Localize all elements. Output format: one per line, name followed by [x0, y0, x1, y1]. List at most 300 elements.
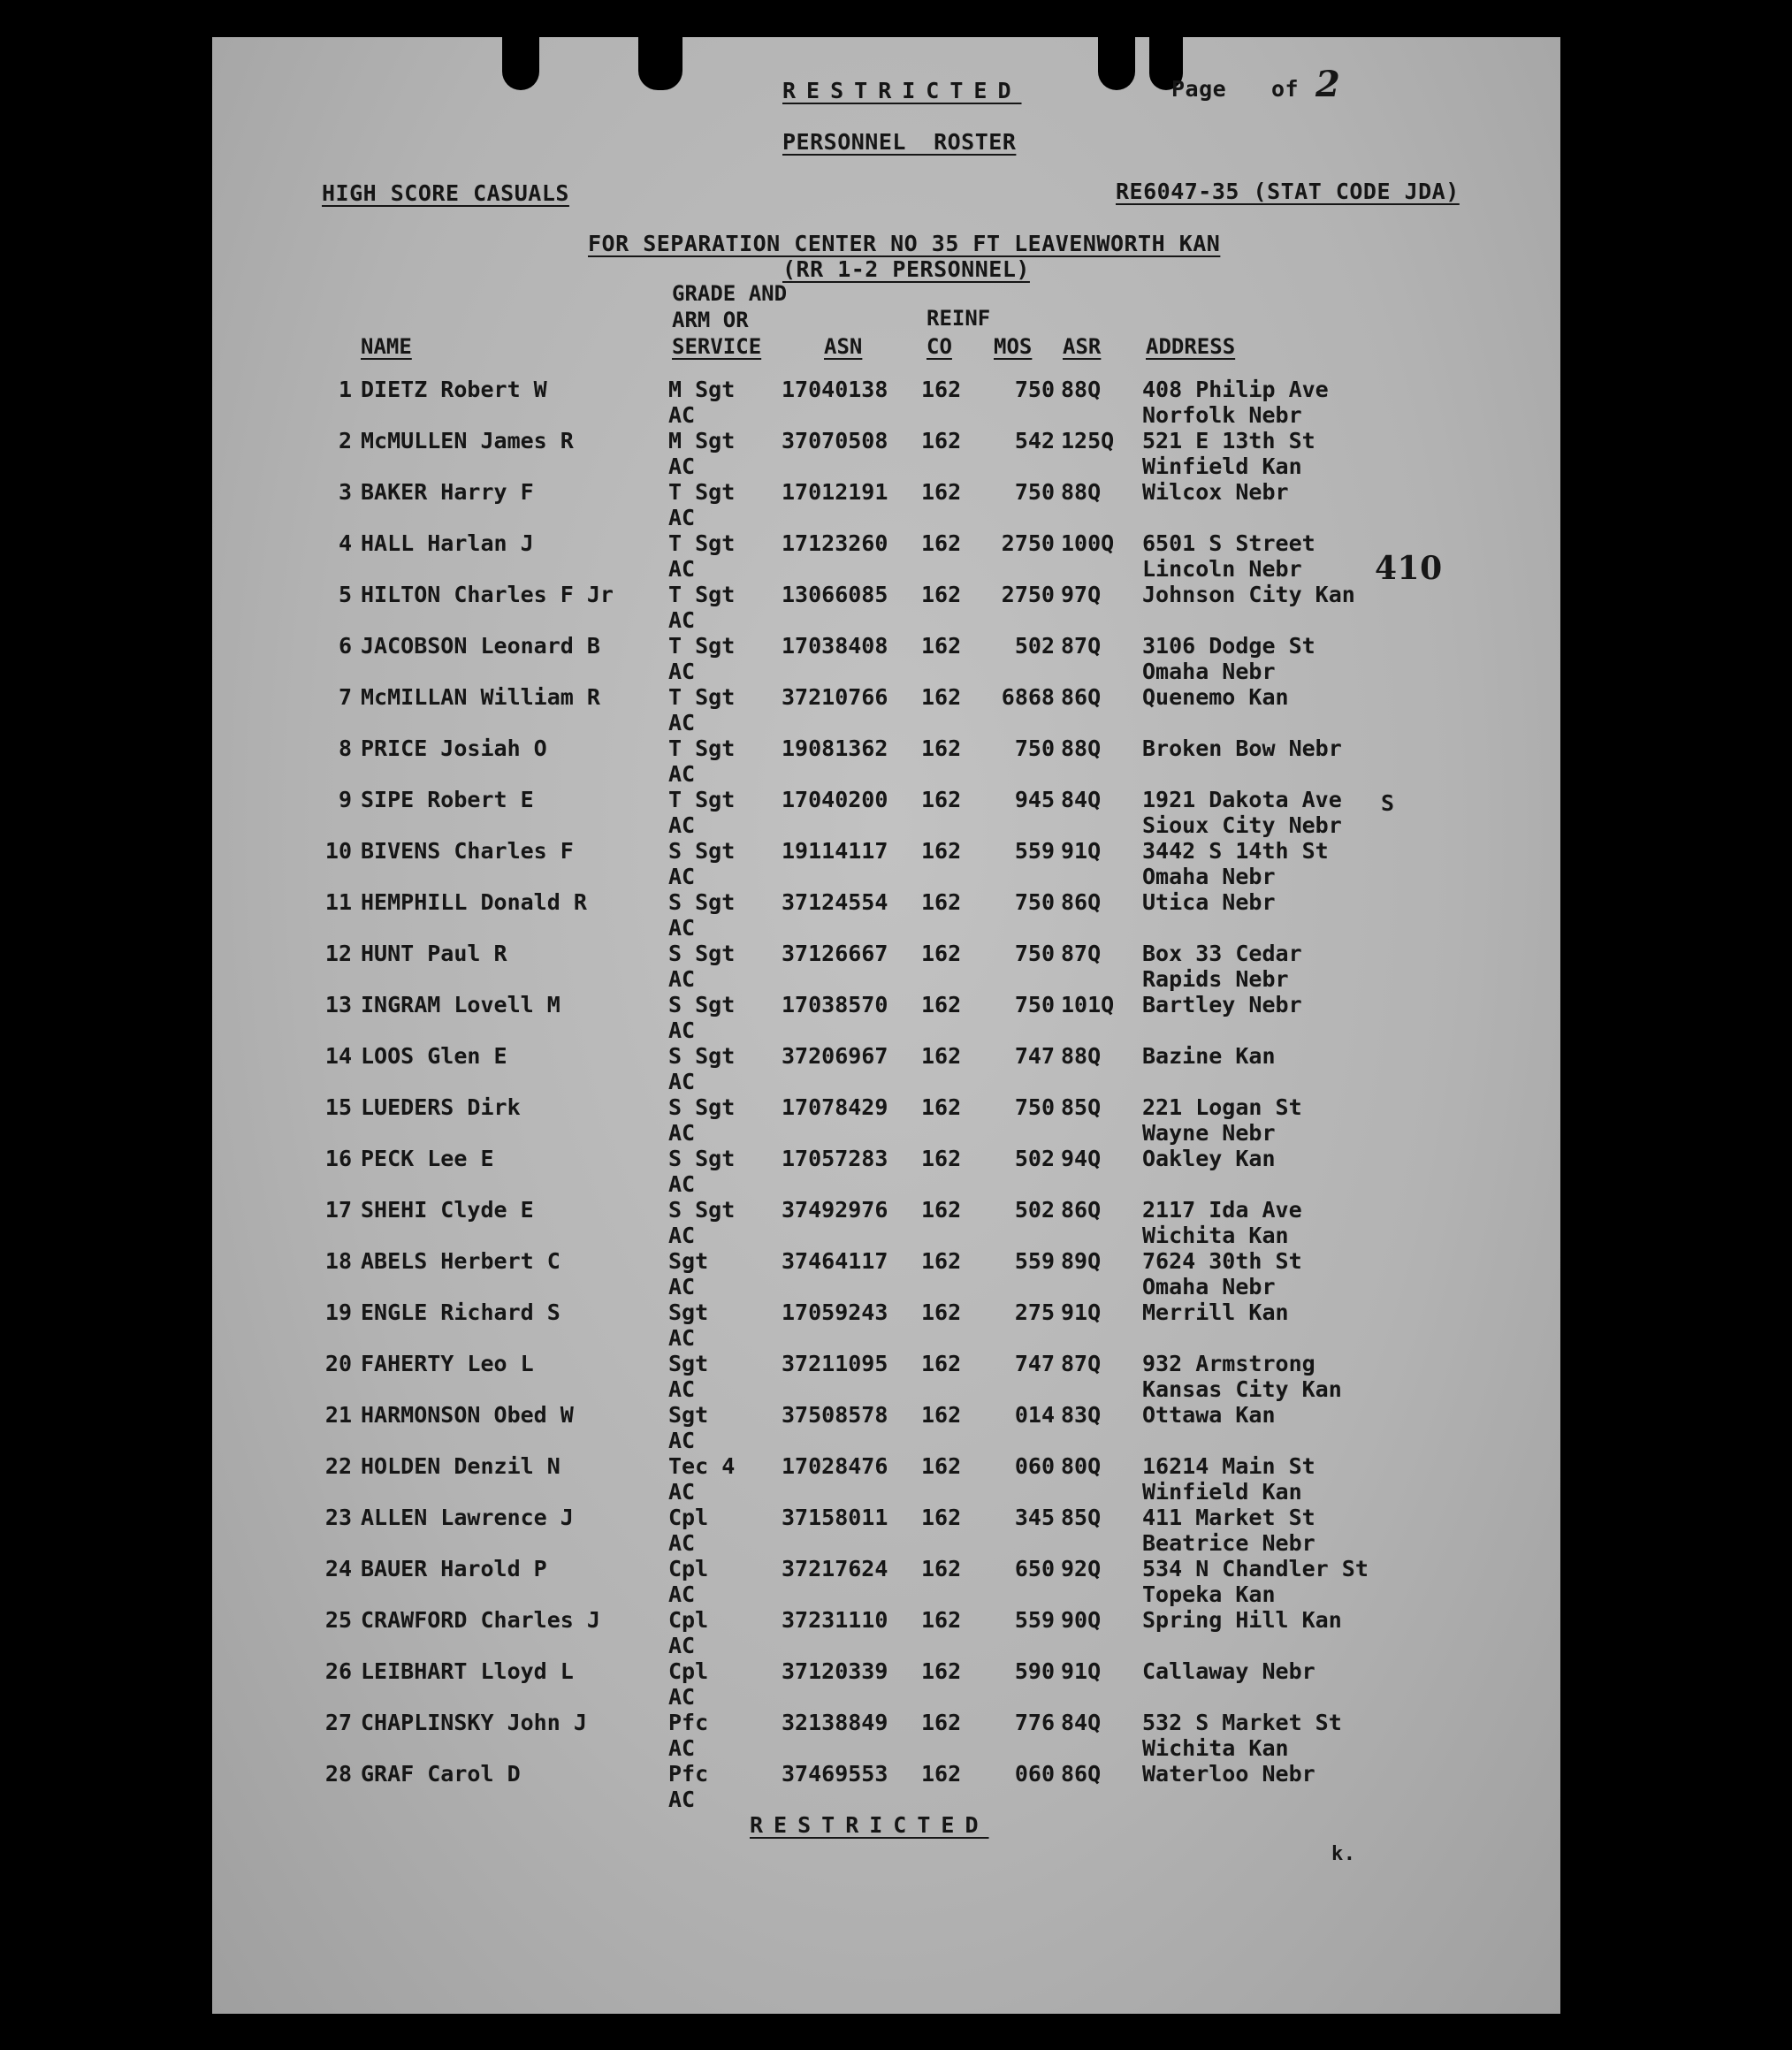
- arm-service: AC: [668, 1684, 696, 1710]
- asr-score: 88Q: [1061, 479, 1102, 505]
- arm-service: AC: [668, 402, 696, 428]
- reinf-co: 162: [921, 1248, 962, 1274]
- arm-service: AC: [668, 556, 696, 582]
- reinf-co: 162: [921, 787, 962, 812]
- asr-score: 87Q: [1061, 1351, 1102, 1376]
- mos: 2750: [1001, 530, 1055, 556]
- address-line2: Norfolk Nebr: [1142, 402, 1302, 428]
- row-number: 3: [338, 479, 352, 505]
- row-number: 7: [338, 684, 352, 710]
- arm-service: AC: [668, 607, 696, 633]
- address-line1: 521 E 13th St: [1142, 428, 1315, 453]
- grade: Cpl: [668, 1658, 709, 1684]
- address-line2: Topeka Kan: [1142, 1581, 1276, 1607]
- arm-service: AC: [668, 1735, 696, 1761]
- reinf-co: 162: [921, 1607, 962, 1633]
- soldier-name: ALLEN Lawrence J: [361, 1505, 574, 1530]
- mos: 2750: [1001, 582, 1055, 607]
- address-line1: Spring Hill Kan: [1142, 1607, 1342, 1633]
- reinf-co: 162: [921, 1402, 962, 1428]
- grade: Pfc: [668, 1761, 709, 1787]
- grade: Sgt: [668, 1248, 709, 1274]
- arm-service: AC: [668, 966, 696, 992]
- mos: 650: [1014, 1556, 1055, 1581]
- reinf-co: 162: [921, 1556, 962, 1581]
- address-line1: Broken Bow Nebr: [1142, 735, 1342, 761]
- grade: S Sgt: [668, 992, 736, 1017]
- mos: 559: [1014, 1248, 1055, 1274]
- reinf-co: 162: [921, 889, 962, 915]
- address-line1: Oakley Kan: [1142, 1146, 1276, 1171]
- arm-service: AC: [668, 1325, 696, 1351]
- col-grade-line2: ARM OR: [672, 308, 749, 332]
- asr-score: 89Q: [1061, 1248, 1102, 1274]
- army-serial-number: 17040138: [782, 377, 888, 402]
- roster-title: PERSONNEL ROSTER: [782, 129, 1017, 155]
- reinf-co: 162: [921, 1094, 962, 1120]
- row-number: 9: [338, 787, 352, 812]
- reinf-co: 162: [921, 1658, 962, 1684]
- grade: S Sgt: [668, 889, 736, 915]
- grade: S Sgt: [668, 1094, 736, 1120]
- row-number: 14: [324, 1043, 352, 1069]
- row-number: 24: [324, 1556, 352, 1581]
- soldier-name: ABELS Herbert C: [361, 1248, 560, 1274]
- row-number: 20: [324, 1351, 352, 1376]
- soldier-name: HARMONSON Obed W: [361, 1402, 574, 1428]
- arm-service: AC: [668, 1120, 696, 1146]
- asr-score: 91Q: [1061, 1299, 1102, 1325]
- army-serial-number: 37070508: [782, 428, 888, 453]
- soldier-name: SHEHI Clyde E: [361, 1197, 534, 1223]
- arm-service: AC: [668, 505, 696, 530]
- table-row: [212, 1710, 1560, 1761]
- mos: 747: [1014, 1043, 1055, 1069]
- mos: 275: [1014, 1299, 1055, 1325]
- address-line1: 7624 30th St: [1142, 1248, 1302, 1274]
- row-number: 13: [324, 992, 352, 1017]
- mos: 747: [1014, 1351, 1055, 1376]
- asr-score: 88Q: [1061, 1043, 1102, 1069]
- grade: Tec 4: [668, 1453, 736, 1479]
- row-number: 19: [324, 1299, 352, 1325]
- asr-score: 84Q: [1061, 1710, 1102, 1735]
- row-number: 26: [324, 1658, 352, 1684]
- mos: 750: [1014, 992, 1055, 1017]
- soldier-name: GRAF Carol D: [361, 1761, 521, 1787]
- reinf-co: 162: [921, 1043, 962, 1069]
- row-number: 22: [324, 1453, 352, 1479]
- asr-score: 88Q: [1061, 735, 1102, 761]
- reinf-co: 162: [921, 1197, 962, 1223]
- mos: 542: [1014, 428, 1055, 453]
- grade: Pfc: [668, 1710, 709, 1735]
- reinf-co: 162: [921, 735, 962, 761]
- reinf-co: 162: [921, 1505, 962, 1530]
- mos: 590: [1014, 1658, 1055, 1684]
- arm-service: AC: [668, 1428, 696, 1453]
- grade: T Sgt: [668, 633, 736, 659]
- asr-score: 86Q: [1061, 1761, 1102, 1787]
- reinf-co: 162: [921, 1146, 962, 1171]
- soldier-name: HOLDEN Denzil N: [361, 1453, 560, 1479]
- mos: 559: [1014, 838, 1055, 864]
- soldier-name: DIETZ Robert W: [361, 377, 547, 402]
- table-row: [212, 530, 1560, 582]
- mos: 502: [1014, 1197, 1055, 1223]
- address-line2: Beatrice Nebr: [1142, 1530, 1315, 1556]
- row-number: 27: [324, 1710, 352, 1735]
- soldier-name: BAUER Harold P: [361, 1556, 547, 1581]
- mos: 750: [1014, 1094, 1055, 1120]
- col-asr: ASR: [1063, 334, 1102, 359]
- destination-title: FOR SEPARATION CENTER NO 35 FT LEAVENWORTH KAN: [588, 231, 1221, 256]
- table-row: [212, 582, 1560, 633]
- address-line2: Omaha Nebr: [1142, 1274, 1276, 1299]
- asr-score: 92Q: [1061, 1556, 1102, 1581]
- col-address: ADDRESS: [1146, 334, 1236, 359]
- mos: 945: [1014, 787, 1055, 812]
- soldier-name: HEMPHILL Donald R: [361, 889, 587, 915]
- reinf-co: 162: [921, 428, 962, 453]
- army-serial-number: 17038570: [782, 992, 888, 1017]
- page-total: 2: [1315, 64, 1340, 105]
- asr-score: 87Q: [1061, 941, 1102, 966]
- row-number: 1: [338, 377, 352, 402]
- arm-service: AC: [668, 761, 696, 787]
- address-line1: 1921 Dakota Ave: [1142, 787, 1342, 812]
- address-line2: Wayne Nebr: [1142, 1120, 1276, 1146]
- army-serial-number: 37469553: [782, 1761, 888, 1787]
- row-number: 8: [338, 735, 352, 761]
- table-row: [212, 1146, 1560, 1197]
- personnel-category: (RR 1-2 PERSONNEL): [782, 256, 1030, 282]
- classification-footer: RESTRICTED: [750, 1812, 989, 1838]
- arm-service: AC: [668, 1633, 696, 1658]
- row-number: 4: [338, 530, 352, 556]
- row-number: 12: [324, 941, 352, 966]
- address-line1: 411 Market St: [1142, 1505, 1315, 1530]
- asr-score: 80Q: [1061, 1453, 1102, 1479]
- page-of: of: [1271, 76, 1300, 102]
- mos: 750: [1014, 479, 1055, 505]
- address-line1: Waterloo Nebr: [1142, 1761, 1315, 1787]
- table-row: [212, 1094, 1560, 1146]
- grade: Cpl: [668, 1505, 709, 1530]
- table-row: [212, 479, 1560, 530]
- reinf-co: 162: [921, 684, 962, 710]
- row-number: 17: [324, 1197, 352, 1223]
- grade: S Sgt: [668, 1146, 736, 1171]
- arm-service: AC: [668, 1274, 696, 1299]
- address-line2: Omaha Nebr: [1142, 659, 1276, 684]
- reinf-co: 162: [921, 1351, 962, 1376]
- soldier-name: PRICE Josiah O: [361, 735, 547, 761]
- reinf-co: 162: [921, 992, 962, 1017]
- table-row: [212, 1556, 1560, 1607]
- roster-code: RE6047-35 (STAT CODE JDA): [1116, 179, 1460, 204]
- table-row: [212, 633, 1560, 684]
- address-line2: Winfield Kan: [1142, 453, 1302, 479]
- address-line1: 221 Logan St: [1142, 1094, 1302, 1120]
- grade: S Sgt: [668, 1197, 736, 1223]
- mos: 060: [1014, 1453, 1055, 1479]
- address-line2: Lincoln Nebr: [1142, 556, 1302, 582]
- table-row: [212, 1299, 1560, 1351]
- mos: 750: [1014, 889, 1055, 915]
- arm-service: AC: [668, 659, 696, 684]
- soldier-name: BIVENS Charles F: [361, 838, 574, 864]
- row-number: 23: [324, 1505, 352, 1530]
- reinf-co: 162: [921, 1710, 962, 1735]
- punch-hole: [1098, 37, 1135, 90]
- reinf-co: 162: [921, 1761, 962, 1787]
- soldier-name: CRAWFORD Charles J: [361, 1607, 600, 1633]
- army-serial-number: 37210766: [782, 684, 888, 710]
- asr-score: 94Q: [1061, 1146, 1102, 1171]
- address-line1: Johnson City Kan: [1142, 582, 1355, 607]
- address-line1: 408 Philip Ave: [1142, 377, 1329, 402]
- table-row: [212, 684, 1560, 735]
- soldier-name: INGRAM Lovell M: [361, 992, 560, 1017]
- roster-page: [212, 37, 1560, 2014]
- arm-service: AC: [668, 1171, 696, 1197]
- grade: Sgt: [668, 1402, 709, 1428]
- grade: M Sgt: [668, 428, 736, 453]
- army-serial-number: 17028476: [782, 1453, 888, 1479]
- table-row: [212, 1197, 1560, 1248]
- army-serial-number: 37126667: [782, 941, 888, 966]
- table-row: [212, 1248, 1560, 1299]
- reinf-co: 162: [921, 633, 962, 659]
- mos: 6868: [1001, 684, 1055, 710]
- army-serial-number: 17038408: [782, 633, 888, 659]
- army-serial-number: 17059243: [782, 1299, 888, 1325]
- table-row: [212, 1505, 1560, 1556]
- army-serial-number: 19114117: [782, 838, 888, 864]
- reinf-co: 162: [921, 479, 962, 505]
- army-serial-number: 37464117: [782, 1248, 888, 1274]
- mos: 750: [1014, 377, 1055, 402]
- grade: T Sgt: [668, 479, 736, 505]
- address-line2: Kansas City Kan: [1142, 1376, 1342, 1402]
- mos: 776: [1014, 1710, 1055, 1735]
- army-serial-number: 37217624: [782, 1556, 888, 1581]
- army-serial-number: 37206967: [782, 1043, 888, 1069]
- address-line1: 6501 S Street: [1142, 530, 1315, 556]
- grade: T Sgt: [668, 735, 736, 761]
- soldier-name: HILTON Charles F Jr: [361, 582, 614, 607]
- table-row: [212, 889, 1560, 941]
- soldier-name: ENGLE Richard S: [361, 1299, 560, 1325]
- asr-score: 97Q: [1061, 582, 1102, 607]
- address-line1: 16214 Main St: [1142, 1453, 1315, 1479]
- army-serial-number: 32138849: [782, 1710, 888, 1735]
- col-reinf: REINF: [927, 306, 991, 331]
- group-title: HIGH SCORE CASUALS: [322, 180, 569, 206]
- mos: 750: [1014, 941, 1055, 966]
- asr-score: 91Q: [1061, 1658, 1102, 1684]
- arm-service: AC: [668, 710, 696, 735]
- soldier-name: McMULLEN James R: [361, 428, 574, 453]
- mos: 502: [1014, 633, 1055, 659]
- reinf-co: 162: [921, 377, 962, 402]
- grade: T Sgt: [668, 787, 736, 812]
- arm-service: AC: [668, 864, 696, 889]
- address-line1: 2117 Ida Ave: [1142, 1197, 1302, 1223]
- asr-score: 84Q: [1061, 787, 1102, 812]
- address-line1: Utica Nebr: [1142, 889, 1276, 915]
- mos: 750: [1014, 735, 1055, 761]
- mos: 502: [1014, 1146, 1055, 1171]
- address-line1: Box 33 Cedar: [1142, 941, 1302, 966]
- asr-score: 100Q: [1061, 530, 1115, 556]
- address-line2: Wichita Kan: [1142, 1223, 1289, 1248]
- grade: S Sgt: [668, 1043, 736, 1069]
- arm-service: AC: [668, 1376, 696, 1402]
- table-row: [212, 1351, 1560, 1402]
- arm-service: AC: [668, 1530, 696, 1556]
- army-serial-number: 37231110: [782, 1607, 888, 1633]
- grade: T Sgt: [668, 582, 736, 607]
- army-serial-number: 17057283: [782, 1146, 888, 1171]
- col-name: NAME: [361, 334, 412, 359]
- classification-header: RESTRICTED: [782, 78, 1022, 103]
- page-label: Page: [1171, 76, 1227, 102]
- grade: Sgt: [668, 1299, 709, 1325]
- soldier-name: LOOS Glen E: [361, 1043, 507, 1069]
- army-serial-number: 37211095: [782, 1351, 888, 1376]
- address-line2: Winfield Kan: [1142, 1479, 1302, 1505]
- soldier-name: JACOBSON Leonard B: [361, 633, 600, 659]
- table-row: [212, 1761, 1560, 1812]
- address-line1: Merrill Kan: [1142, 1299, 1289, 1325]
- arm-service: AC: [668, 453, 696, 479]
- asr-score: 85Q: [1061, 1505, 1102, 1530]
- mos: 345: [1014, 1505, 1055, 1530]
- table-row: [212, 428, 1560, 479]
- soldier-name: PECK Lee E: [361, 1146, 494, 1171]
- punch-hole: [502, 37, 539, 90]
- address-line2: Omaha Nebr: [1142, 864, 1276, 889]
- row-number: 15: [324, 1094, 352, 1120]
- address-line1: Wilcox Nebr: [1142, 479, 1289, 505]
- col-grade-line1: GRADE AND: [672, 281, 788, 306]
- mos: 014: [1014, 1402, 1055, 1428]
- arm-service: AC: [668, 1223, 696, 1248]
- asr-score: 125Q: [1061, 428, 1115, 453]
- arm-service: AC: [668, 1787, 696, 1812]
- table-row: [212, 1043, 1560, 1094]
- grade: Cpl: [668, 1607, 709, 1633]
- asr-score: 86Q: [1061, 889, 1102, 915]
- address-line1: 3106 Dodge St: [1142, 633, 1315, 659]
- table-row: [212, 1607, 1560, 1658]
- army-serial-number: 37492976: [782, 1197, 888, 1223]
- reinf-co: 162: [921, 838, 962, 864]
- asr-score: 83Q: [1061, 1402, 1102, 1428]
- address-line1: 3442 S 14th St: [1142, 838, 1329, 864]
- army-serial-number: 37124554: [782, 889, 888, 915]
- table-row: [212, 941, 1560, 992]
- asr-score: 86Q: [1061, 684, 1102, 710]
- margin-mark-k: k.: [1331, 1843, 1356, 1865]
- address-line1: 532 S Market St: [1142, 1710, 1342, 1735]
- address-line1: Bartley Nebr: [1142, 992, 1302, 1017]
- grade: Cpl: [668, 1556, 709, 1581]
- reinf-co: 162: [921, 582, 962, 607]
- reinf-co: 162: [921, 1299, 962, 1325]
- army-serial-number: 37508578: [782, 1402, 888, 1428]
- soldier-name: SIPE Robert E: [361, 787, 534, 812]
- col-asn: ASN: [824, 334, 863, 359]
- asr-score: 85Q: [1061, 1094, 1102, 1120]
- soldier-name: BAKER Harry F: [361, 479, 534, 505]
- army-serial-number: 37158011: [782, 1505, 888, 1530]
- asr-score: 88Q: [1061, 377, 1102, 402]
- mos: 559: [1014, 1607, 1055, 1633]
- soldier-name: CHAPLINSKY John J: [361, 1710, 587, 1735]
- army-serial-number: 13066085: [782, 582, 888, 607]
- grade: S Sgt: [668, 941, 736, 966]
- grade: M Sgt: [668, 377, 736, 402]
- row-number: 25: [324, 1607, 352, 1633]
- army-serial-number: 17012191: [782, 479, 888, 505]
- row-number: 18: [324, 1248, 352, 1274]
- table-row: [212, 1453, 1560, 1505]
- army-serial-number: 17040200: [782, 787, 888, 812]
- asr-score: 101Q: [1061, 992, 1115, 1017]
- reinf-co: 162: [921, 1453, 962, 1479]
- row-number: 5: [338, 582, 352, 607]
- grade: S Sgt: [668, 838, 736, 864]
- asr-score: 90Q: [1061, 1607, 1102, 1633]
- table-row: [212, 838, 1560, 889]
- address-line1: 534 N Chandler St: [1142, 1556, 1369, 1581]
- reinf-co: 162: [921, 941, 962, 966]
- arm-service: AC: [668, 1581, 696, 1607]
- army-serial-number: 17078429: [782, 1094, 888, 1120]
- arm-service: AC: [668, 1479, 696, 1505]
- arm-service: AC: [668, 812, 696, 838]
- row-number: 6: [338, 633, 352, 659]
- row-number: 2: [338, 428, 352, 453]
- arm-service: AC: [668, 915, 696, 941]
- address-line2: Rapids Nebr: [1142, 966, 1289, 992]
- col-co: CO: [927, 334, 952, 359]
- address-line1: Callaway Nebr: [1142, 1658, 1315, 1684]
- row-number: 21: [324, 1402, 352, 1428]
- table-row: [212, 377, 1560, 428]
- army-serial-number: 37120339: [782, 1658, 888, 1684]
- punch-hole: [638, 37, 682, 90]
- soldier-name: LUEDERS Dirk: [361, 1094, 521, 1120]
- grade: Sgt: [668, 1351, 709, 1376]
- row-number: 10: [324, 838, 352, 864]
- soldier-name: FAHERTY Leo L: [361, 1351, 534, 1376]
- address-line1: Bazine Kan: [1142, 1043, 1276, 1069]
- soldier-name: HALL Harlan J: [361, 530, 534, 556]
- address-line2: Sioux City Nebr: [1142, 812, 1342, 838]
- table-row: [212, 735, 1560, 787]
- grade: T Sgt: [668, 684, 736, 710]
- address-line2: Wichita Kan: [1142, 1735, 1289, 1761]
- soldier-name: LEIBHART Lloyd L: [361, 1658, 574, 1684]
- address-line1: 932 Armstrong: [1142, 1351, 1315, 1376]
- address-line1: Quenemo Kan: [1142, 684, 1289, 710]
- table-row: [212, 1658, 1560, 1710]
- reinf-co: 162: [921, 530, 962, 556]
